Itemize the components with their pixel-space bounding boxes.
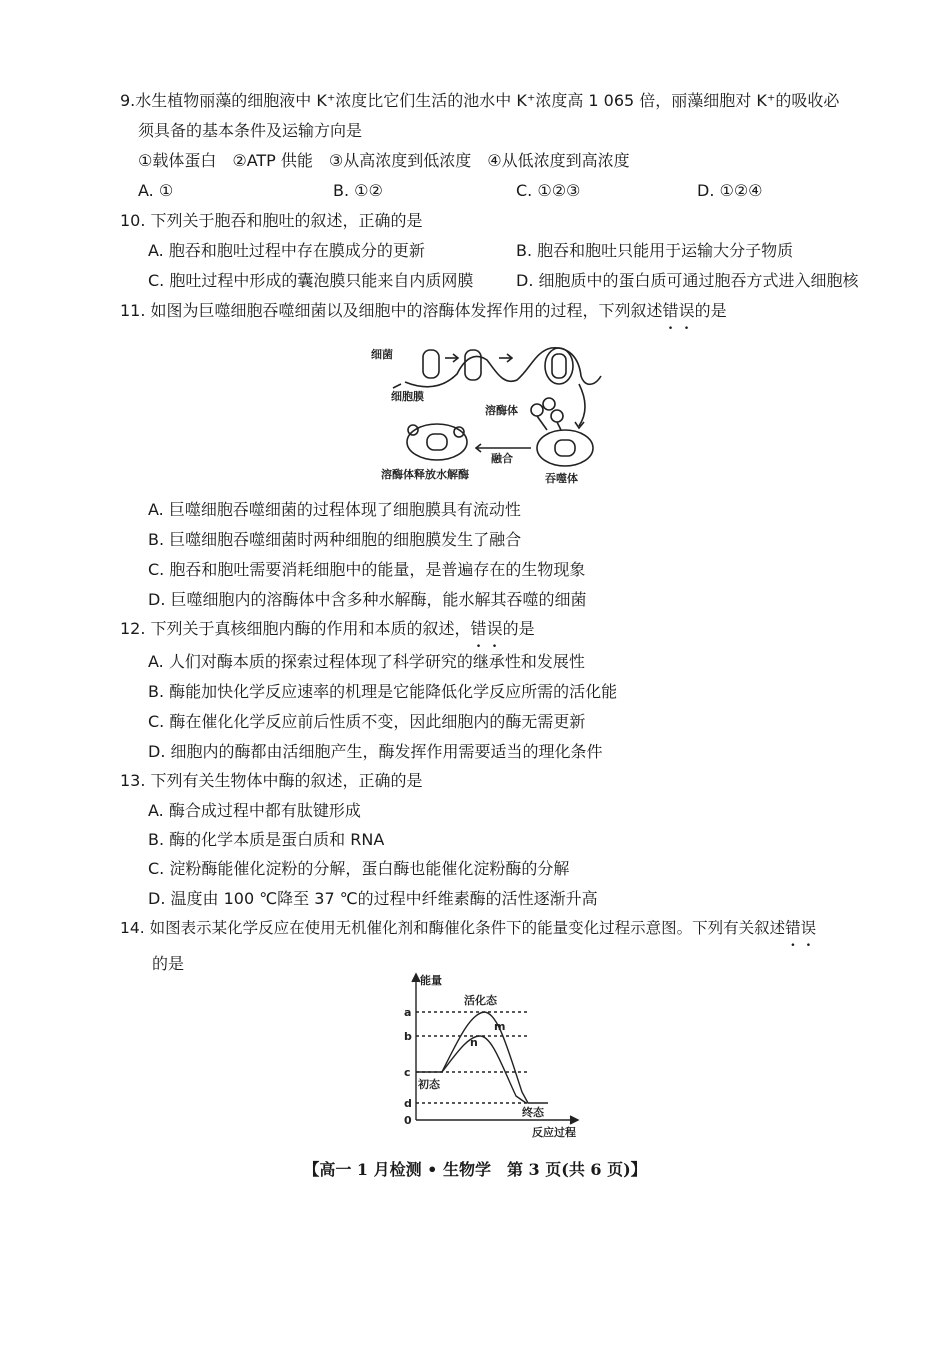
q12-option-d: D. 细胞内的酶都由活细胞产生，酶发挥作用需要适当的理化条件 bbox=[148, 742, 603, 761]
level-c: c bbox=[404, 1066, 411, 1079]
q9-items: ①载体蛋白 ②ATP 供能 ③从高浓度到低浓度 ④从低浓度到高浓度 bbox=[138, 151, 630, 170]
q9-option-c: C. ①②③ bbox=[516, 181, 581, 200]
label-initial: 初态 bbox=[418, 1078, 440, 1091]
q14-stem-text: 14. 如图表示某化学反应在使用无机催化剂和酶催化条件下的能量变化过程示意图。下列有关叙述 bbox=[120, 919, 786, 937]
q10-option-d: D. 细胞质中的蛋白质可通过胞吞方式进入细胞核 bbox=[516, 271, 859, 290]
q14-emphasis-1: 错 bbox=[785, 919, 801, 937]
q14-stem-line1 bbox=[120, 917, 816, 939]
q11-stem-end: 的是 bbox=[694, 301, 727, 320]
fig-label-phagosome: 吞噬体 bbox=[545, 472, 578, 485]
q13-option-a: A. 酶合成过程中都有肽键形成 bbox=[148, 801, 361, 820]
label-final: 终态 bbox=[522, 1106, 544, 1119]
q11-option-a: A. 巨噬细胞吞噬细菌的过程体现了细胞膜具有流动性 bbox=[148, 500, 521, 519]
q12-emphasis-2: 误 bbox=[486, 619, 503, 638]
level-b: b bbox=[404, 1030, 412, 1043]
q10-option-a: A. 胞吞和胞吐过程中存在膜成分的更新 bbox=[148, 241, 425, 260]
q9-option-b: B. ①② bbox=[333, 181, 383, 200]
q13-option-b: B. 酶的化学本质是蛋白质和 RNA bbox=[148, 830, 385, 849]
fig-label-bacteria: 细菌 bbox=[371, 348, 393, 361]
q11-emphasis-2: 误 bbox=[678, 301, 695, 320]
q12-option-c: C. 酶在催化化学反应前后性质不变，因此细胞内的酶无需更新 bbox=[148, 712, 586, 731]
q11-option-b: B. 巨噬细胞吞噬细菌时两种细胞的细胞膜发生了融合 bbox=[148, 530, 522, 549]
label-activated: 活化态 bbox=[464, 994, 497, 1007]
phagocytosis-figure bbox=[365, 330, 610, 490]
fig-label-release: 溶酶体释放水解酶 bbox=[381, 468, 469, 481]
q12-option-a: A. 人们对酶本质的探索过程体现了科学研究的继承性和发展性 bbox=[148, 652, 585, 671]
q9-option-a: A. ① bbox=[138, 181, 174, 200]
curve-n: n bbox=[470, 1036, 478, 1049]
q9-stem-line1: 9.水生植物丽藻的细胞液中 K⁺浓度比它们生活的池水中 K⁺浓度高 1 065 倍，丽藻细胞对 K⁺的吸收必 bbox=[120, 91, 840, 110]
q13-option-c: C. 淀粉酶能催化淀粉的分解，蛋白酶也能催化淀粉酶的分解 bbox=[148, 859, 570, 878]
q11-option-c: C. 胞吞和胞吐需要消耗细胞中的能量，是普遍存在的生物现象 bbox=[148, 560, 586, 579]
q12-option-b: B. 酶能加快化学反应速率的机理是它能降低化学反应所需的活化能 bbox=[148, 682, 618, 701]
q11-stem bbox=[120, 300, 727, 322]
q14-stem-line2: 的是 bbox=[152, 954, 185, 973]
origin-label: 0 bbox=[404, 1114, 412, 1127]
curve-m: m bbox=[494, 1020, 506, 1033]
q12-stem-end: 的是 bbox=[502, 619, 535, 638]
q12-stem bbox=[120, 618, 535, 640]
q13-option-d: D. 温度由 100 ℃降至 37 ℃的过程中纤维素酶的活性逐渐升高 bbox=[148, 889, 598, 908]
page-footer: 【高一 1 月检测 • 生物学 第 3 页(共 6 页)】 bbox=[303, 1160, 647, 1179]
q9-stem-line2: 须具备的基本条件及运输方向是 bbox=[138, 121, 363, 140]
q10-stem: 10. 下列关于胞吞和胞吐的叙述，正确的是 bbox=[120, 211, 423, 230]
level-d: d bbox=[404, 1097, 412, 1110]
q10-option-b: B. 胞吞和胞吐只能用于运输大分子物质 bbox=[516, 241, 794, 260]
fig-label-membrane: 细胞膜 bbox=[391, 390, 424, 403]
fig-label-lysosome: 溶酶体 bbox=[485, 404, 518, 417]
q12-stem-text: 12. 下列关于真核细胞内酶的作用和本质的叙述， bbox=[120, 619, 471, 638]
level-a: a bbox=[404, 1006, 412, 1019]
q10-option-c: C. 胞吐过程中形成的囊泡膜只能来自内质网膜 bbox=[148, 271, 474, 290]
q11-emphasis-1: 错 bbox=[662, 301, 679, 320]
q14-emphasis-2: 误 bbox=[800, 919, 817, 937]
energy-xlabel: 反应过程 bbox=[532, 1126, 576, 1139]
q11-option-d: D. 巨噬细胞内的溶酶体中含多种水解酶，能水解其吞噬的细菌 bbox=[148, 590, 587, 609]
q11-stem-text: 11. 如图为巨噬细胞吞噬细菌以及细胞中的溶酶体发挥作用的过程，下列叙述 bbox=[120, 301, 663, 320]
energy-ylabel: 能量 bbox=[420, 974, 442, 987]
energy-diagram bbox=[398, 970, 598, 1142]
q12-emphasis-1: 错 bbox=[470, 619, 487, 638]
fig-label-fusion: 融合 bbox=[491, 452, 513, 465]
q9-option-d: D. ①②④ bbox=[697, 181, 763, 200]
q13-stem: 13. 下列有关生物体中酶的叙述，正确的是 bbox=[120, 771, 423, 790]
